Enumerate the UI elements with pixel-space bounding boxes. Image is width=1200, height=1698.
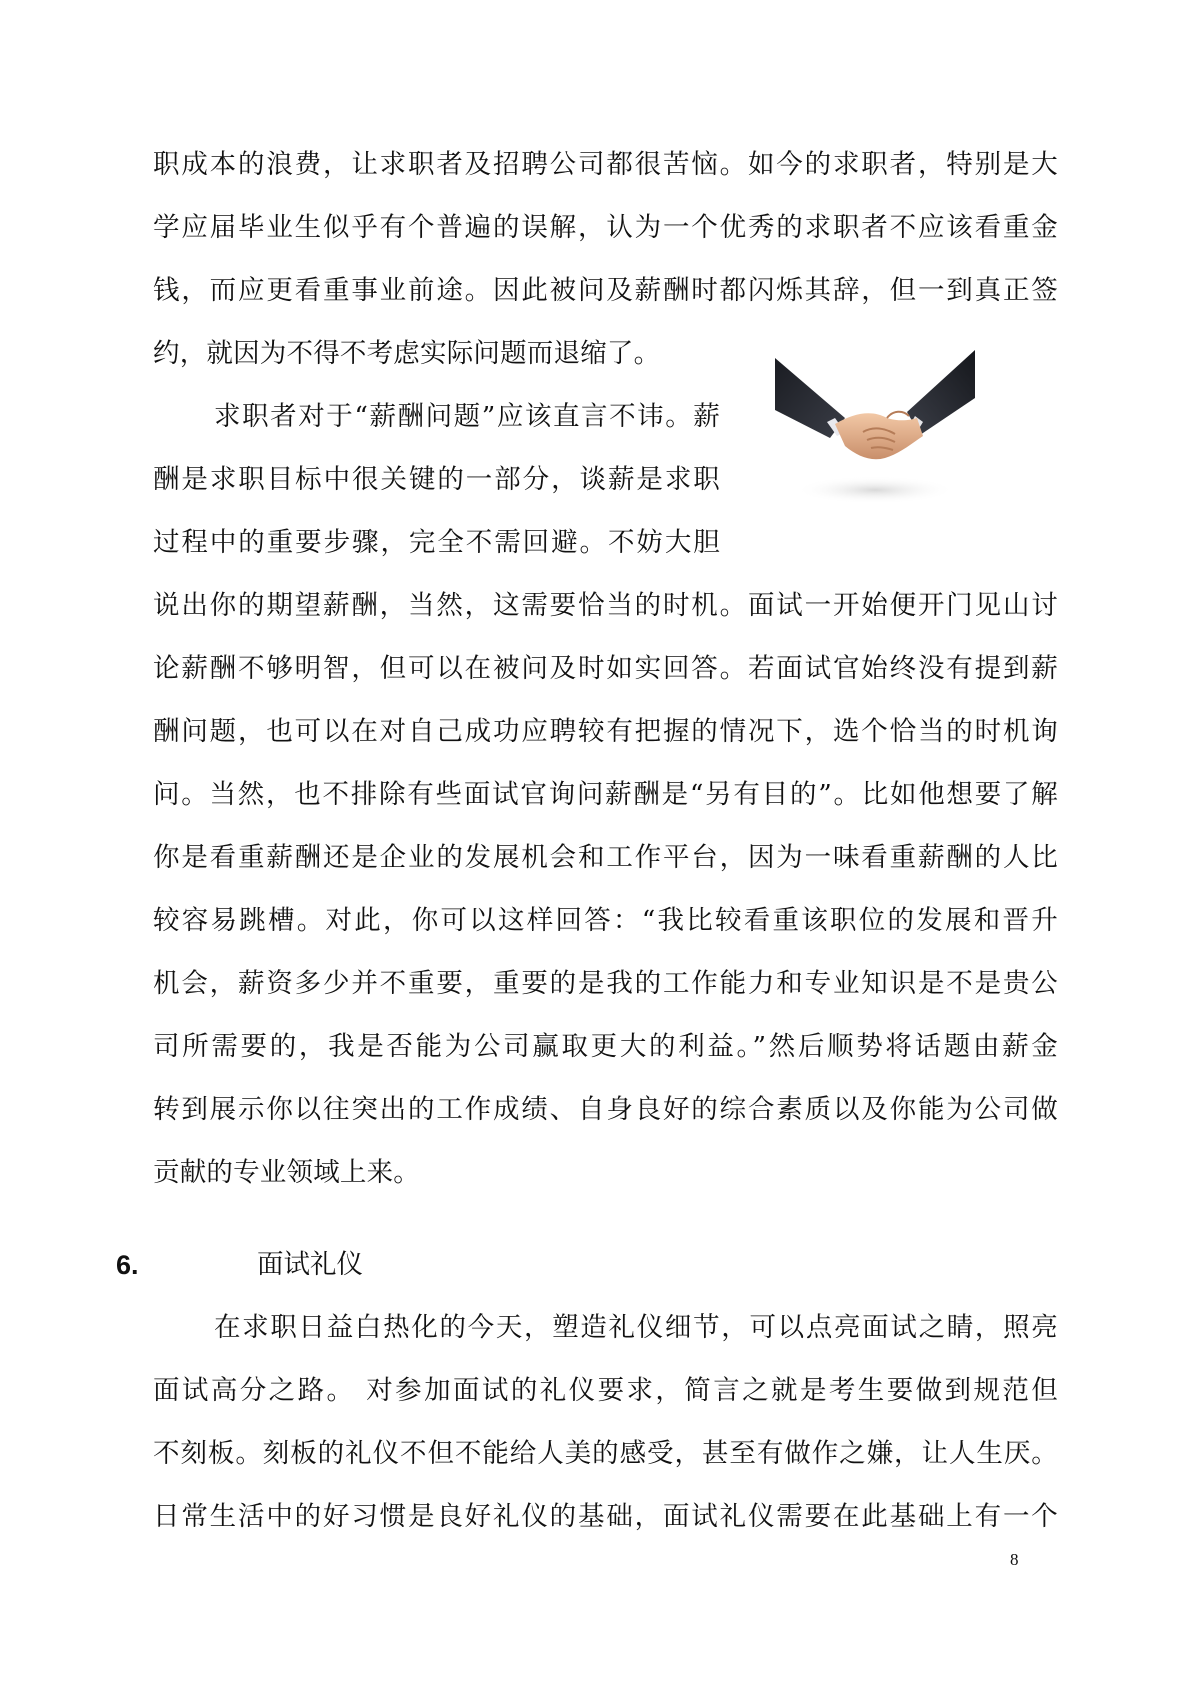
body-text-line: 不刻板。刻板的礼仪不但不能给人美的感受，甚至有做作之嫌，让人生厌。 bbox=[153, 1438, 1058, 1469]
body-text-line: 较容易跳槽。对此，你可以这样回答：“我比较看重该职位的发展和晋升 bbox=[153, 905, 1058, 936]
body-text-line: 酬是求职目标中很关键的一部分，谈薪是求职 bbox=[153, 464, 720, 495]
section-number: 6. bbox=[116, 1250, 139, 1280]
body-text-line: 日常生活中的好习惯是良好礼仪的基础，面试礼仪需要在此基础上有一个 bbox=[153, 1501, 1058, 1532]
body-text-line: 过程中的重要步骤，完全不需回避。不妨大胆 bbox=[153, 527, 720, 558]
body-text-line: 问。当然，也不排除有些面试官询问薪酬是“另有目的”。比如他想要了解 bbox=[153, 779, 1058, 810]
body-text-line: 职成本的浪费，让求职者及招聘公司都很苦恼。如今的求职者，特别是大 bbox=[153, 149, 1058, 180]
body-text-line: 贡献的专业领域上来。 bbox=[153, 1157, 420, 1188]
body-text-line: 转到展示你以往突出的工作成绩、自身良好的综合素质以及你能为公司做 bbox=[153, 1094, 1058, 1125]
body-text-line: 在求职日益白热化的今天，塑造礼仪细节，可以点亮面试之睛，照亮 bbox=[214, 1312, 1058, 1343]
section-title: 面试礼仪 bbox=[257, 1249, 363, 1280]
body-text-line: 求职者对于“薪酬问题”应该直言不讳。薪 bbox=[214, 401, 720, 432]
body-text-line: 面试高分之路。 对参加面试的礼仪要求，简言之就是考生要做到规范但 bbox=[153, 1375, 1058, 1406]
page-number: 8 bbox=[1010, 1550, 1019, 1569]
body-text-line: 你是看重薪酬还是企业的发展机会和工作平台，因为一味看重薪酬的人比 bbox=[153, 842, 1058, 873]
body-text-line: 钱，而应更看重事业前途。因此被问及薪酬时都闪烁其辞，但一到真正签 bbox=[153, 275, 1058, 306]
body-text-line: 说出你的期望薪酬，当然，这需要恰当的时机。面试一开始便开门见山讨 bbox=[153, 590, 1058, 621]
body-text-line: 论薪酬不够明智，但可以在被问及时如实回答。若面试官始终没有提到薪 bbox=[153, 653, 1058, 684]
handshake-image bbox=[775, 340, 975, 530]
body-text-line: 酬问题，也可以在对自己成功应聘较有把握的情况下，选个恰当的时机询 bbox=[153, 716, 1058, 747]
body-text-line: 约，就因为不得不考虑实际问题而退缩了。 bbox=[153, 338, 661, 369]
body-text-line: 学应届毕业生似乎有个普遍的误解，认为一个优秀的求职者不应该看重金 bbox=[153, 212, 1058, 243]
body-text-line: 机会，薪资多少并不重要，重要的是我的工作能力和专业知识是不是贵公 bbox=[153, 968, 1058, 999]
body-text-line: 司所需要的，我是否能为公司赢取更大的利益。”然后顺势将话题由薪金 bbox=[153, 1031, 1058, 1062]
